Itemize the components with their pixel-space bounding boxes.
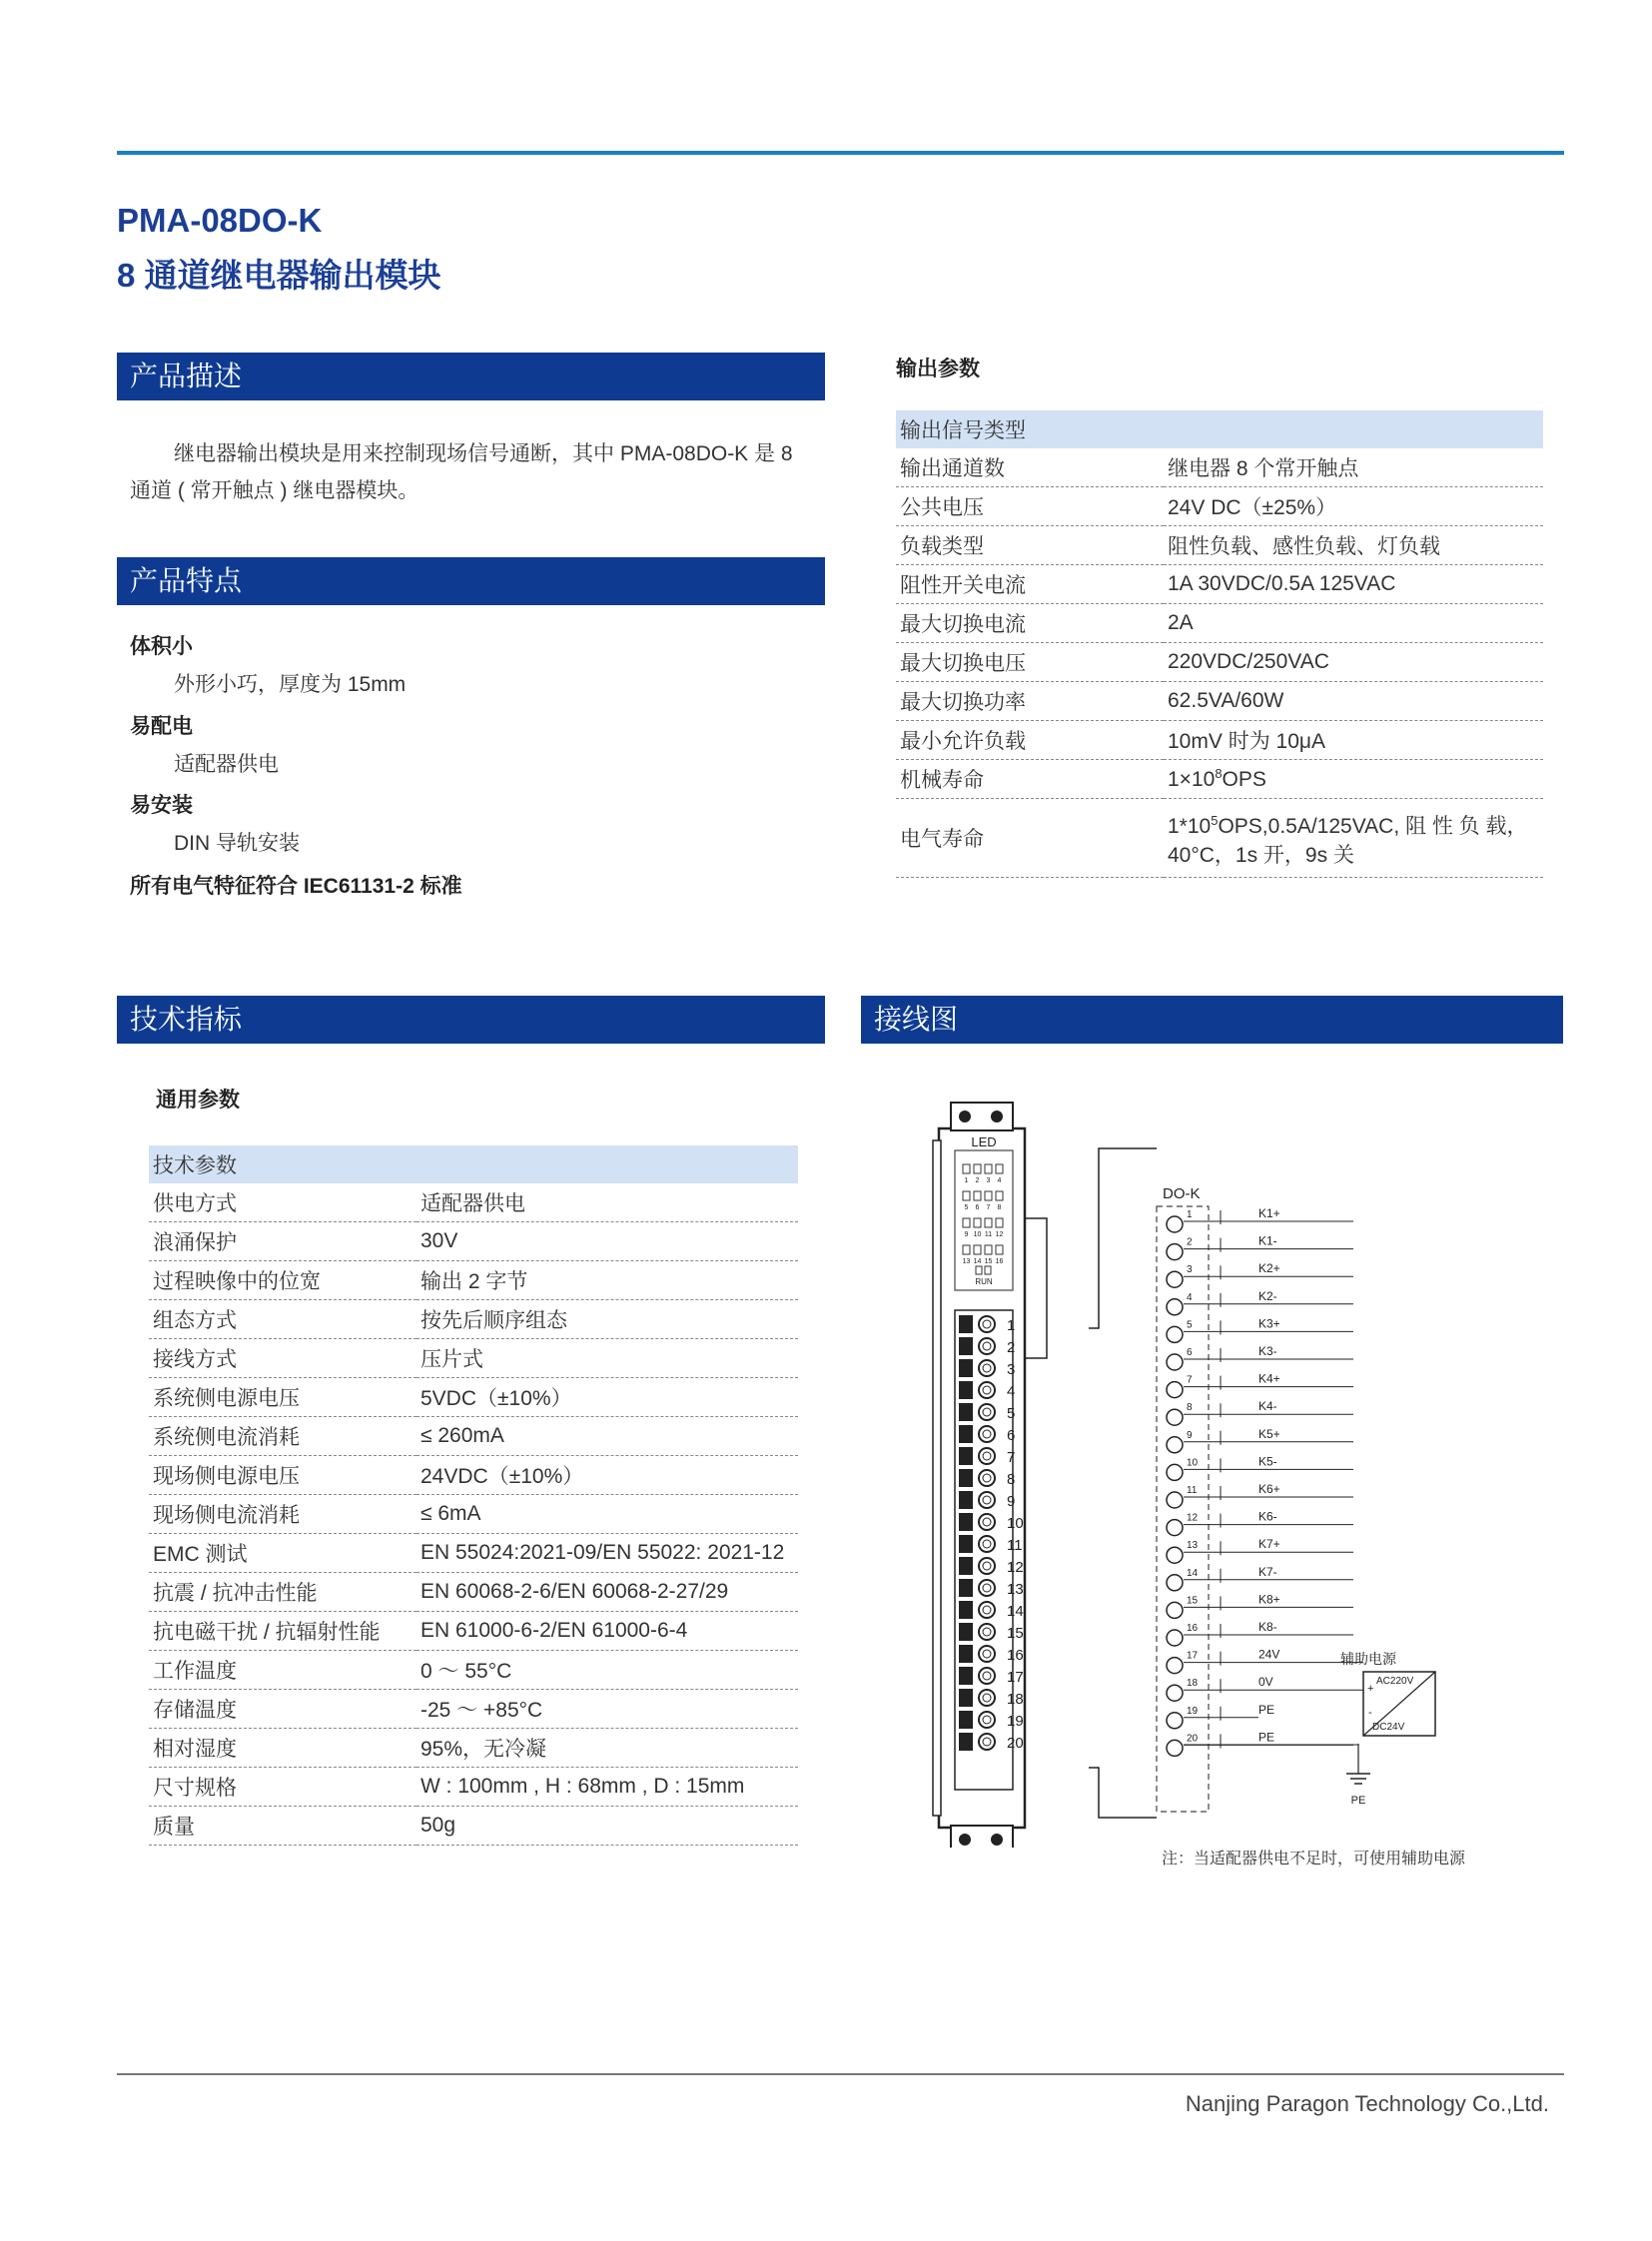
param-value: W : 100mm , H : 68mm , D : 15mm: [416, 1768, 798, 1807]
description-line-1: 继电器输出模块是用来控制现场信号通断，其中 PMA-08DO-K 是 8: [174, 442, 793, 465]
terminal-number: 2: [1007, 1339, 1016, 1356]
pin-circle: [1167, 1520, 1183, 1536]
table-row: [896, 526, 1543, 565]
pin-circle: [1167, 1326, 1183, 1342]
led-indicator: [974, 1245, 981, 1254]
param-key: 供电方式: [149, 1183, 416, 1222]
signal-label: K3+: [1258, 1316, 1280, 1331]
table-row: [896, 487, 1543, 526]
table-row: [896, 799, 1543, 878]
led-indicator: [996, 1164, 1003, 1173]
pin-number: 17: [1187, 1650, 1199, 1662]
tech-subtitle: 通用参数: [156, 1089, 240, 1112]
pin-number: 5: [1187, 1319, 1193, 1331]
bracket-line: [1089, 1148, 1157, 1328]
output-params-table: [896, 410, 1543, 878]
tech-params-table: [149, 1145, 798, 1846]
signal-label: 0V: [1258, 1675, 1273, 1690]
table-row: [149, 1768, 798, 1807]
pin-number: 8: [1187, 1402, 1193, 1414]
bracket-line: [1089, 1768, 1157, 1818]
table-row: [896, 682, 1543, 721]
param-key: 质量: [149, 1807, 416, 1846]
elec-life-text: OPS,0.5A/125VAC, 阻 性 负 载，: [1218, 815, 1528, 838]
mech-life-unit: OPS: [1222, 768, 1266, 791]
signal-label: 24V: [1258, 1647, 1280, 1662]
param-value: 适配器供电: [416, 1183, 798, 1222]
table-row: [896, 448, 1543, 487]
pin-number: 10: [1187, 1457, 1199, 1469]
terminal-screw: [983, 1386, 991, 1394]
param-key: 机械寿命: [896, 760, 1164, 799]
led-indicator: [996, 1245, 1003, 1254]
led-indicator: [996, 1191, 1003, 1200]
param-value: 50g: [416, 1807, 798, 1846]
terminal-screw: [983, 1320, 991, 1328]
param-key: 尺寸规格: [149, 1768, 416, 1807]
terminal-screw: [983, 1474, 991, 1482]
terminal-clamp: [959, 1425, 973, 1443]
param-value: -25 ～ +85°C: [416, 1690, 798, 1729]
pin-circle: [1167, 1602, 1183, 1618]
led-number: 12: [995, 1231, 1004, 1238]
terminal-screw: [983, 1650, 991, 1658]
terminal-number: 11: [1007, 1537, 1023, 1554]
param-key: 工作温度: [149, 1651, 416, 1690]
pin-circle: [1167, 1630, 1183, 1646]
signal-label: K2-: [1258, 1288, 1277, 1303]
signal-label: K8+: [1258, 1592, 1280, 1607]
feature-desc-3: DIN 导轨安装: [174, 832, 300, 855]
terminal-number: 5: [1007, 1405, 1016, 1422]
terminal-screw: [983, 1672, 991, 1680]
run-led: [985, 1266, 991, 1274]
signal-label: K3-: [1258, 1344, 1277, 1358]
run-label: RUN: [975, 1277, 993, 1286]
mech-life-base: 1×10: [1168, 768, 1216, 791]
pin-circle: [1167, 1713, 1183, 1729]
param-key: 最小允许负载: [896, 721, 1164, 760]
table-row: [149, 1807, 798, 1846]
pin-circle: [1167, 1547, 1183, 1563]
param-key: 系统侧电源电压: [149, 1378, 416, 1417]
param-value: 输出 2 字节: [416, 1261, 798, 1300]
terminal-number: 9: [1007, 1493, 1016, 1510]
feature-desc-1: 外形小巧，厚度为 15mm: [174, 673, 407, 696]
signal-label: PE: [1258, 1730, 1275, 1745]
param-key: 过程映像中的位宽: [149, 1261, 416, 1300]
pin-circle: [1167, 1382, 1183, 1398]
led-number: 14: [973, 1258, 982, 1265]
param-value: 压片式: [416, 1339, 798, 1378]
terminal-number: 1: [1007, 1317, 1016, 1334]
led-number: 5: [964, 1204, 969, 1211]
terminal-screw: [983, 1716, 991, 1724]
pin-number: 14: [1187, 1567, 1199, 1579]
param-value: 30V: [416, 1222, 798, 1261]
table-row: [149, 1534, 798, 1573]
led-number: 1: [964, 1177, 969, 1184]
param-value: ≤ 6mA: [416, 1495, 798, 1534]
screw-icon: [959, 1834, 971, 1846]
terminal-screw: [983, 1430, 991, 1438]
wiring-diagram: [899, 1089, 1518, 1848]
terminal-clamp: [959, 1513, 973, 1531]
run-led: [976, 1266, 982, 1274]
led-number: 3: [986, 1177, 991, 1184]
terminal-clamp: [959, 1381, 973, 1399]
signal-label: K2+: [1258, 1261, 1280, 1276]
module-device: [933, 1103, 1025, 1848]
led-indicator: [963, 1164, 970, 1173]
param-value: [1164, 799, 1543, 878]
feature-heading-1: 体积小: [130, 635, 193, 658]
table-row: [896, 760, 1543, 799]
terminal-screw: [983, 1540, 991, 1548]
terminal-screw: [983, 1628, 991, 1636]
param-value: 5VDC（±10%）: [416, 1378, 798, 1417]
param-key: 浪涌保护: [149, 1222, 416, 1261]
led-indicator: [985, 1191, 992, 1200]
pin-circle: [1167, 1492, 1183, 1508]
pin-circle: [1167, 1244, 1183, 1260]
param-value: 95%，无冷凝: [416, 1729, 798, 1768]
param-value: ≤ 260mA: [416, 1417, 798, 1456]
table-row: [149, 1651, 798, 1690]
signal-label: PE: [1258, 1702, 1275, 1717]
pin-number: 9: [1187, 1429, 1193, 1441]
led-number: 10: [973, 1231, 982, 1238]
module-label: DO-K: [1163, 1185, 1201, 1202]
param-key: EMC 测试: [149, 1534, 416, 1573]
param-key: 电气寿命: [896, 799, 1164, 878]
table-header-cell: 输出信号类型: [896, 410, 1543, 448]
signal-label: K7-: [1258, 1564, 1277, 1579]
feature-standard: 所有电气特征符合 IEC61131-2 标准: [130, 875, 462, 898]
pe-label: PE: [1350, 1795, 1366, 1807]
table-row: [149, 1261, 798, 1300]
pin-number: 4: [1187, 1291, 1193, 1303]
param-key: 输出通道数: [896, 448, 1164, 487]
led-indicator: [963, 1218, 970, 1227]
product-model: PMA-08DO-K: [117, 202, 323, 239]
signal-label: K5+: [1258, 1426, 1280, 1441]
param-key: 阻性开关电流: [896, 565, 1164, 604]
param-value: 220VDC/250VAC: [1164, 643, 1543, 682]
param-value: 24V DC（±25%）: [1164, 487, 1543, 526]
table-row: [149, 1222, 798, 1261]
section-bar-wiring: 接线图: [861, 996, 1563, 1044]
pin-circle: [1167, 1575, 1183, 1591]
param-value: 62.5VA/60W: [1164, 682, 1543, 721]
terminal-clamp: [959, 1667, 973, 1685]
led-number: 11: [984, 1231, 993, 1238]
pin-circle: [1167, 1409, 1183, 1425]
terminal-screw: [983, 1606, 991, 1614]
section-bar-features: 产品特点: [117, 557, 825, 605]
table-row: [149, 1612, 798, 1651]
param-key: 抗电磁干扰 / 抗辐射性能: [149, 1612, 416, 1651]
terminal-number: 17: [1007, 1669, 1024, 1686]
param-value: 1A 30VDC/0.5A 125VAC: [1164, 565, 1543, 604]
mech-life-exp: 8: [1215, 766, 1223, 781]
param-value: 阻性负载、感性负载、灯负载: [1164, 526, 1543, 565]
table-row: [149, 1456, 798, 1495]
terminal-number: 20: [1007, 1735, 1024, 1752]
terminal-number: 18: [1007, 1691, 1024, 1708]
led-number: 2: [975, 1177, 980, 1184]
signal-label: K7+: [1258, 1537, 1280, 1552]
pin-group: [1167, 1206, 1363, 1756]
top-rule: [117, 151, 1564, 155]
terminal-number: 13: [1007, 1581, 1024, 1598]
terminal-number: 14: [1007, 1603, 1024, 1620]
signal-label: K6+: [1258, 1482, 1280, 1496]
led-indicator: [963, 1245, 970, 1254]
pin-number: 16: [1187, 1623, 1199, 1634]
terminal-number: 3: [1007, 1361, 1016, 1378]
terminal-clamp: [959, 1491, 973, 1509]
table-header-row: [149, 1145, 798, 1183]
terminal-clamp: [959, 1689, 973, 1707]
terminal-number: 10: [1007, 1515, 1024, 1532]
pin-circle: [1167, 1685, 1183, 1701]
product-name: 8 通道继电器输出模块: [117, 257, 441, 294]
pin-circle: [1167, 1464, 1183, 1480]
terminal-clamp: [959, 1315, 973, 1333]
minus-label: -: [1368, 1707, 1372, 1719]
param-value: EN 55024:2021-09/EN 55022: 2021-12: [416, 1534, 798, 1573]
feature-heading-3: 易安装: [130, 794, 193, 817]
elec-life-text-2: 40°C，1s 开，9s 关: [1168, 844, 1354, 867]
terminal-screw: [983, 1694, 991, 1702]
pin-circle: [1167, 1740, 1183, 1756]
param-key: 公共电压: [896, 487, 1164, 526]
table-row: [149, 1495, 798, 1534]
pin-number: 2: [1187, 1236, 1193, 1248]
terminal-clamp: [959, 1733, 973, 1751]
table-row: [149, 1378, 798, 1417]
table-row: [896, 721, 1543, 760]
terminal-screw: [983, 1738, 991, 1746]
led-number: 13: [962, 1258, 971, 1265]
wiring-note: 注：当适配器供电不足时，可使用辅助电源: [1162, 1851, 1466, 1868]
param-key: 负载类型: [896, 526, 1164, 565]
led-number: 15: [984, 1258, 993, 1265]
table-row: [149, 1300, 798, 1339]
param-value: 2A: [1164, 604, 1543, 643]
param-key: 最大切换电流: [896, 604, 1164, 643]
terminal-number: 4: [1007, 1383, 1016, 1400]
terminal-clamp: [959, 1535, 973, 1553]
pin-number: 1: [1187, 1209, 1193, 1220]
table-row: [896, 565, 1543, 604]
output-params-title: 输出参数: [896, 358, 980, 380]
terminal-number: 7: [1007, 1449, 1016, 1466]
param-value: 24VDC（±10%）: [416, 1456, 798, 1495]
terminal-number: 8: [1007, 1471, 1016, 1488]
led-number: 16: [995, 1258, 1004, 1265]
pin-circle: [1167, 1216, 1183, 1232]
screw-icon: [991, 1834, 1003, 1846]
pin-number: 18: [1187, 1678, 1199, 1690]
terminal-screw: [983, 1584, 991, 1592]
param-key: 最大切换功率: [896, 682, 1164, 721]
module-rail-left: [933, 1140, 941, 1816]
screw-icon: [991, 1111, 1003, 1122]
elec-life-base: 1*10: [1168, 815, 1212, 838]
param-key: 现场侧电源电压: [149, 1456, 416, 1495]
table-row: [149, 1729, 798, 1768]
terminal-number: 15: [1007, 1625, 1024, 1642]
param-key: 最大切换电压: [896, 643, 1164, 682]
elec-life-exp: 5: [1211, 813, 1219, 828]
table-row: [149, 1183, 798, 1222]
param-value: 0 ～ 55°C: [416, 1651, 798, 1690]
led-indicator: [974, 1191, 981, 1200]
plus-label: +: [1367, 1683, 1374, 1695]
pin-number: 20: [1187, 1733, 1199, 1745]
param-value: EN 60068-2-6/EN 60068-2-27/29: [416, 1573, 798, 1612]
signal-label: K4+: [1258, 1371, 1280, 1386]
terminal-clamp: [959, 1623, 973, 1641]
terminal-clamp: [959, 1557, 973, 1575]
param-value: 10mV 时为 10μA: [1164, 721, 1543, 760]
pin-number: 3: [1187, 1264, 1193, 1276]
led-number: 6: [975, 1204, 980, 1211]
terminal-number: 19: [1007, 1713, 1024, 1730]
bracket-line: [1025, 1218, 1047, 1358]
param-key: 组态方式: [149, 1300, 416, 1339]
pin-number: 6: [1187, 1347, 1193, 1358]
terminal-screw: [983, 1342, 991, 1350]
param-value: EN 61000-6-2/EN 61000-6-4: [416, 1612, 798, 1651]
pin-number: 15: [1187, 1595, 1199, 1607]
table-row: [149, 1339, 798, 1378]
param-value: 按先后顺序组态: [416, 1300, 798, 1339]
pin-circle: [1167, 1658, 1183, 1674]
terminal-screw: [983, 1496, 991, 1504]
param-value: [1164, 760, 1543, 799]
led-label: LED: [971, 1134, 997, 1149]
signal-label: K1+: [1258, 1206, 1280, 1220]
led-indicator: [985, 1218, 992, 1227]
dc-label: DC24V: [1372, 1722, 1405, 1733]
terminal-screw: [983, 1364, 991, 1372]
led-indicator: [974, 1218, 981, 1227]
signal-label: K5-: [1258, 1454, 1277, 1469]
signal-label: K8-: [1258, 1620, 1277, 1634]
table-row: [149, 1573, 798, 1612]
feature-desc-2: 适配器供电: [174, 753, 279, 776]
signal-label: K1-: [1258, 1233, 1277, 1248]
table-row: [896, 604, 1543, 643]
terminal-number: 6: [1007, 1427, 1016, 1444]
terminal-screw: [983, 1408, 991, 1416]
led-indicator: [963, 1191, 970, 1200]
signal-label: K4-: [1258, 1399, 1277, 1414]
led-number: 7: [986, 1204, 991, 1211]
footer-rule: [117, 2073, 1564, 2075]
pin-number: 7: [1187, 1374, 1193, 1386]
table-header-row: [896, 410, 1543, 448]
terminal-clamp: [959, 1337, 973, 1355]
terminal-number: 12: [1007, 1559, 1024, 1576]
param-value: 继电器 8 个常开触点: [1164, 448, 1543, 487]
table-row: [149, 1690, 798, 1729]
terminal-clamp: [959, 1403, 973, 1421]
pin-number: 13: [1187, 1540, 1199, 1552]
terminal-clamp: [959, 1579, 973, 1597]
pin-circle: [1167, 1354, 1183, 1370]
pin-number: 19: [1187, 1705, 1199, 1717]
description-line-2: 通道 ( 常开触点 ) 继电器模块。: [130, 479, 419, 502]
led-indicator: [974, 1164, 981, 1173]
pin-number: 11: [1187, 1485, 1198, 1496]
section-bar-tech: 技术指标: [117, 996, 825, 1044]
ac-label: AC220V: [1376, 1676, 1414, 1687]
pin-number: 12: [1187, 1512, 1199, 1524]
param-key: 存储温度: [149, 1690, 416, 1729]
param-key: 接线方式: [149, 1339, 416, 1378]
terminal-clamp: [959, 1601, 973, 1619]
param-key: 现场侧电流消耗: [149, 1495, 416, 1534]
led-number: 9: [964, 1231, 969, 1238]
param-key: 抗震 / 抗冲击性能: [149, 1573, 416, 1612]
screw-icon: [959, 1111, 971, 1122]
terminal-screw: [983, 1518, 991, 1526]
pin-circle: [1167, 1437, 1183, 1453]
led-indicator: [985, 1245, 992, 1254]
feature-heading-2: 易配电: [130, 715, 193, 738]
terminal-number: 16: [1007, 1647, 1024, 1664]
terminal-screw: [983, 1562, 991, 1570]
led-number: 4: [997, 1177, 1002, 1184]
table-header-cell: 技术参数: [149, 1145, 798, 1183]
terminal-screw: [983, 1452, 991, 1460]
led-indicator: [985, 1164, 992, 1173]
led-number: 8: [997, 1204, 1002, 1211]
table-row: [896, 643, 1543, 682]
param-key: 系统侧电流消耗: [149, 1417, 416, 1456]
signal-label: K6-: [1258, 1509, 1277, 1524]
terminal-clamp: [959, 1359, 973, 1377]
led-indicator: [996, 1218, 1003, 1227]
terminal-clamp: [959, 1447, 973, 1465]
terminal-clamp: [959, 1711, 973, 1729]
param-key: 相对湿度: [149, 1729, 416, 1768]
table-row: [149, 1417, 798, 1456]
company-name: Nanjing Paragon Technology Co.,Ltd.: [1185, 2091, 1549, 2116]
pin-circle: [1167, 1299, 1183, 1315]
pin-circle: [1167, 1271, 1183, 1287]
section-bar-description: 产品描述: [117, 353, 825, 400]
aux-power-label: 辅助电源: [1340, 1651, 1396, 1667]
terminal-clamp: [959, 1469, 973, 1487]
terminal-clamp: [959, 1645, 973, 1663]
